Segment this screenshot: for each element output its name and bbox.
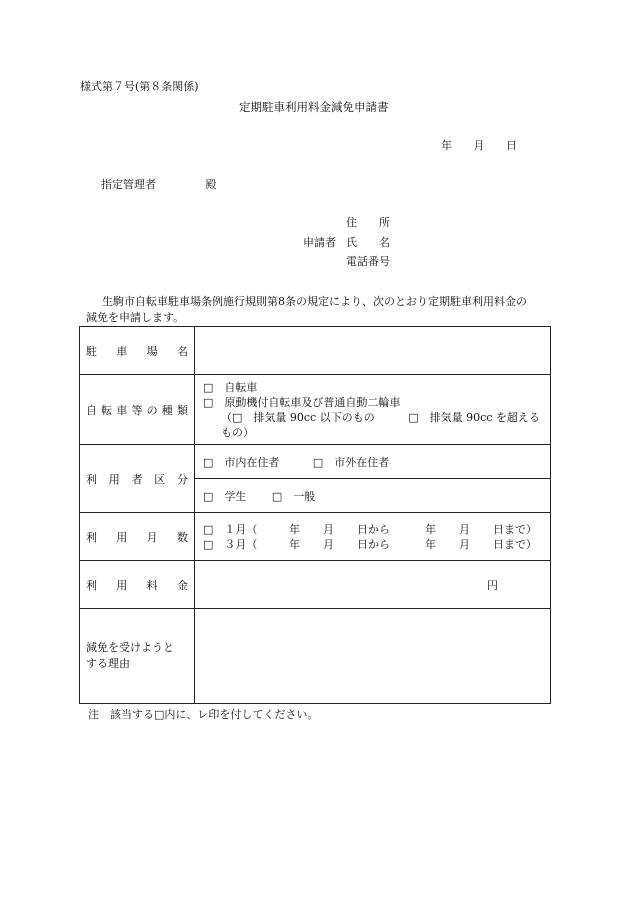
label-parking-lot — [80, 327, 195, 375]
year-label: 年 — [425, 537, 436, 551]
applicant-phone-label: 電話番号 — [346, 255, 390, 268]
reason-field[interactable] — [195, 609, 551, 704]
label-char: 車 — [116, 344, 128, 358]
label-char: 名 — [176, 344, 188, 358]
row-months — [80, 513, 551, 561]
label-char: 車 — [116, 403, 128, 417]
label-char: 用 — [116, 578, 128, 592]
label-char: 金 — [176, 578, 188, 592]
label-char: 数 — [176, 530, 188, 544]
label-char: 利 — [86, 472, 97, 486]
addressee — [101, 178, 217, 192]
residence-options — [195, 445, 551, 479]
applicant-label: 申請者 — [303, 236, 336, 249]
label-char: 駐 — [86, 344, 97, 358]
checkbox-over-90cc[interactable]: □ 排気量 90cc を超えるもの） — [221, 410, 540, 439]
label-vehicle-type — [80, 375, 195, 445]
row-vehicle-type — [80, 375, 551, 445]
label-reason — [80, 609, 195, 704]
day-from-label: 日から — [357, 522, 390, 536]
form-title: 定期駐車利用料金減免申請書 — [239, 100, 389, 114]
label-char: 分 — [177, 472, 188, 486]
label-char: 類 — [176, 403, 188, 417]
checkbox-out-city[interactable]: □ 市外在住者 — [312, 455, 390, 469]
checkbox-1-month[interactable] — [203, 522, 550, 537]
label-char: 者 — [131, 472, 143, 486]
applicant-name-label: 氏 名 — [346, 236, 390, 249]
checkbox-moped[interactable]: □ 原動機付自転車及び普通自動二輪車 — [203, 395, 401, 409]
label-char: 種 — [161, 403, 173, 417]
month-label: 月 — [323, 522, 334, 536]
date-day: 日 — [506, 139, 517, 152]
checkbox-general[interactable]: □ 一般 — [271, 489, 316, 503]
month-label: 月 — [323, 537, 334, 551]
label-char: 利 — [86, 578, 97, 592]
day-to-label: 日まで） — [493, 522, 537, 536]
checkbox-under-90cc[interactable]: （□ 排気量 90cc 以下のもの — [221, 410, 375, 424]
request-statement — [80, 294, 555, 326]
row-user-category-residence — [80, 445, 551, 479]
label-char: 等 — [131, 403, 143, 417]
month-label: 月 — [459, 522, 470, 536]
user-type-options — [195, 479, 551, 513]
request-line-1: 生駒市自転車駐車場条例施行規則第8条の規定により、次のとおり定期駐車利用料金の — [102, 295, 527, 308]
addressee-label: 指定管理者 — [101, 178, 156, 191]
request-line-2: 減免を申請します。 — [86, 311, 185, 324]
row-fee — [80, 561, 551, 609]
year-label: 年 — [289, 537, 300, 551]
label-char: 料 — [146, 578, 158, 592]
fee-field[interactable] — [195, 561, 551, 609]
reason-label: 減免を受けようとする理由 — [86, 641, 174, 670]
term-label: □ １月（ — [203, 522, 258, 536]
parking-lot-field[interactable] — [195, 327, 551, 375]
month-label: 月 — [459, 537, 470, 551]
footnote: 注 該当する□内に、レ印を付してください。 — [88, 708, 319, 721]
application-table — [79, 326, 551, 704]
term-label: □ ３月（ — [203, 537, 258, 551]
row-reason — [80, 609, 551, 704]
yen-unit: 円 — [487, 578, 498, 592]
day-from-label: 日から — [357, 537, 390, 551]
label-user-category — [80, 445, 195, 513]
checkbox-in-city[interactable]: □ 市内在住者 — [203, 455, 280, 469]
addressee-honorific: 殿 — [205, 178, 217, 191]
label-char: 自 — [86, 403, 97, 417]
date-line — [441, 139, 517, 153]
form-number: 様式第７号(第８条関係) — [80, 80, 199, 93]
months-options — [195, 513, 551, 561]
label-char: の — [146, 403, 158, 417]
label-char: 用 — [116, 530, 128, 544]
year-label: 年 — [425, 522, 436, 536]
checkbox-bicycle[interactable]: □ 自転車 — [203, 380, 258, 394]
checkbox-3-months[interactable] — [203, 537, 550, 552]
applicant-address-label: 住 所 — [346, 216, 390, 229]
date-month: 月 — [473, 139, 485, 152]
row-parking-lot — [80, 327, 551, 375]
vehicle-type-options — [195, 375, 551, 445]
label-char: 月 — [146, 530, 158, 544]
day-to-label: 日まで） — [493, 537, 537, 551]
label-fee — [80, 561, 195, 609]
year-label: 年 — [289, 522, 300, 536]
label-char: 区 — [154, 472, 166, 486]
label-months — [80, 513, 195, 561]
label-char: 用 — [108, 472, 120, 486]
checkbox-student[interactable]: □ 学生 — [203, 489, 247, 503]
label-char: 転 — [101, 403, 113, 417]
label-char: 利 — [86, 530, 97, 544]
date-year: 年 — [441, 139, 452, 152]
label-char: 場 — [146, 344, 158, 358]
